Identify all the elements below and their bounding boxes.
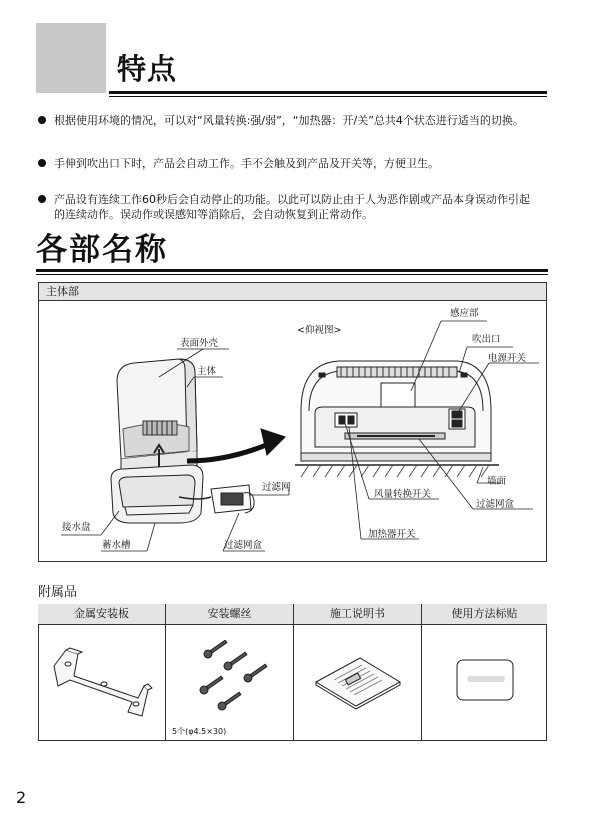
label-power-switch: 电源开关 [488, 353, 527, 364]
table-divider [165, 604, 166, 741]
mounting-plate-icon [48, 636, 154, 726]
bottom-view-illustration [295, 361, 499, 477]
feature-item: 产品设有连续工作60秒后会自动停止的功能。以此可以防止由于人为恶作剧或产品本身误动作引起的连续动作。误动作或误感知等消除后，会自动恢复到正常动作。 [38, 192, 538, 222]
label-water-tray: 接水盘 [62, 522, 91, 533]
label-surface-shell: 表面外壳 [180, 338, 219, 349]
hand-dryer-illustration [111, 359, 254, 523]
sticker-icon [455, 658, 517, 704]
bullet-icon [38, 195, 46, 203]
accessory-header-cell: 施工说明书 [294, 604, 421, 625]
label-outlet: 吹出口 [472, 334, 501, 345]
label-bottom-view: <仰视图> [297, 325, 342, 336]
part-diagram [39, 301, 546, 561]
table-divider [293, 604, 294, 741]
label-filter-box-right: 过滤网盒 [476, 499, 515, 510]
label-main-unit: 主体 [197, 366, 217, 377]
table-divider [421, 604, 422, 741]
label-airflow-switch: 风量转换开关 [374, 489, 432, 500]
label-heater-switch: 加热器开关 [368, 529, 416, 540]
bullet-icon [38, 116, 46, 124]
label-filter-mesh: 过滤网 [262, 482, 291, 493]
accessory-header-cell: 安装螺丝 [166, 604, 293, 625]
label-water-tank: 蓄水槽 [102, 540, 131, 551]
main-body-label: 主体部 [46, 285, 79, 298]
page-number: 2 [16, 788, 27, 807]
accessories-title: 附属品 [38, 585, 78, 600]
part-names-rule [36, 269, 548, 272]
label-filter-box-left: 过滤网盒 [224, 540, 263, 551]
accessory-header-cell: 使用方法标贴 [422, 604, 547, 625]
accessory-header-cell: 金属安装板 [38, 604, 165, 625]
label-wall: 墙面 [487, 476, 507, 487]
feature-item: 手伸到吹出口下时，产品会自动工作。手不会触及到产品及开关等，方便卫生。 [38, 156, 538, 171]
bullet-icon [38, 159, 46, 167]
screw-note: 5个(φ4.5×30) [172, 727, 227, 736]
label-sensor: 感应部 [450, 308, 479, 319]
feature-item: 根据使用环境的情况，可以对“风量转换:强/弱”，“加热器：开/关”总共4个状态进行适当的切换。 [38, 113, 538, 128]
screws-icon [192, 640, 276, 722]
features-rule-thin [109, 96, 547, 97]
part-names-rule-thin [36, 274, 548, 275]
features-title: 特点 [117, 52, 178, 86]
features-rule [109, 91, 547, 94]
part-names-title: 各部名称 [36, 232, 168, 268]
section-marker-box [36, 23, 106, 93]
main-body-panel-header [38, 282, 547, 301]
manual-icon [310, 652, 406, 712]
